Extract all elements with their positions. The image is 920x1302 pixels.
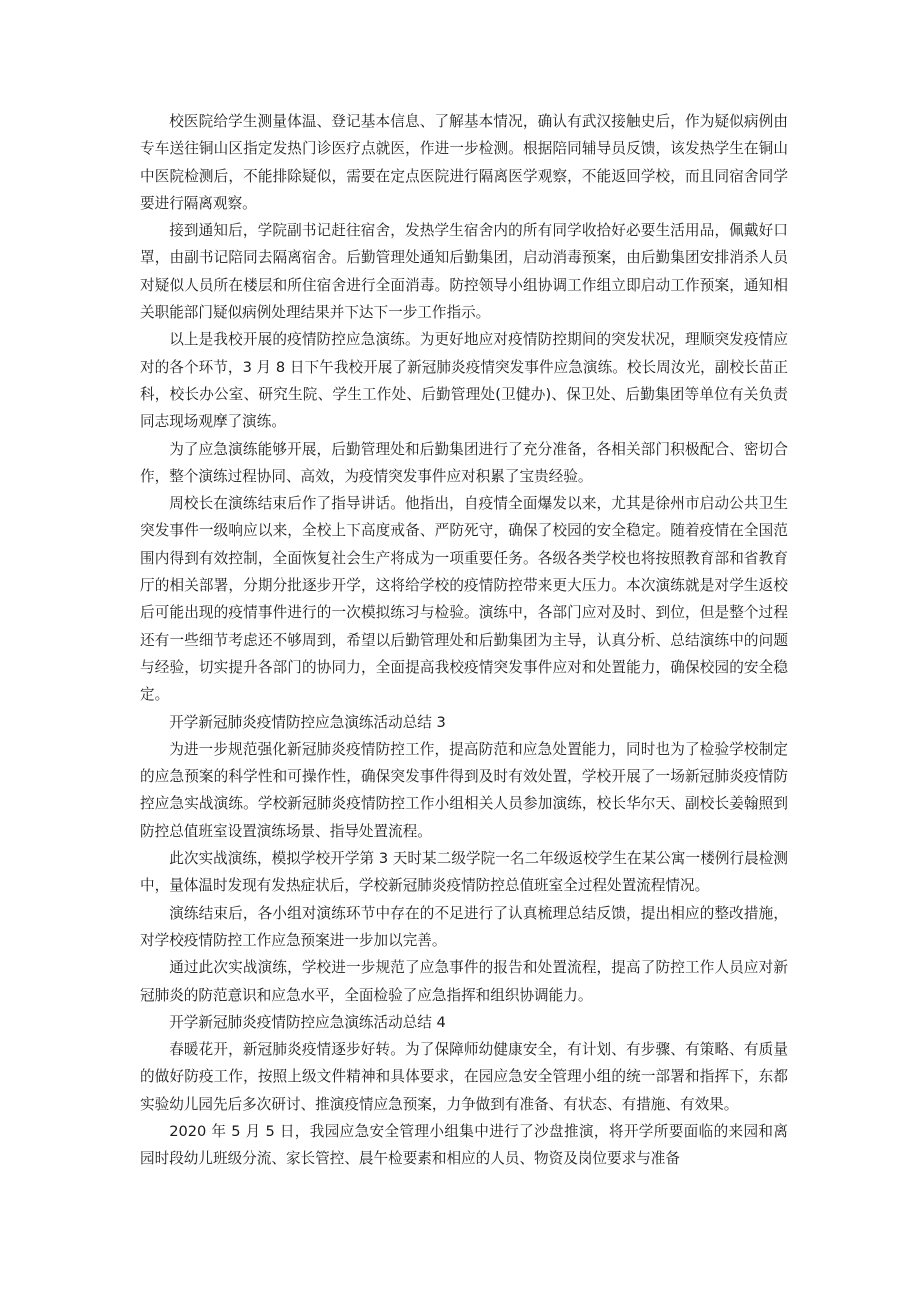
paragraph: 此次实战演练，模拟学校开学第 3 天时某二级学院一名二年级返校学生在某公寓一楼例行晨检测中，量体温时发现有发热症状后，学校新冠肺炎疫情防控总值班室全过程处置流程情况。	[140, 850, 788, 895]
paragraph: 演练结束后，各小组对演练环节中存在的不足进行了认真梳理总结反馈，提出相应的整改措施，对学校疫情防控工作应急预案进一步加以完善。	[140, 904, 788, 949]
section-heading-3: 开学新冠肺炎疫情防控应急演练活动总结 3	[169, 713, 446, 731]
paragraph: 通过此次实战演练，学校进一步规范了应急事件的报告和处置流程，提高了防控工作人员应对新冠肺炎的防范意识和应急水平，全面检验了应急指挥和组织协调能力。	[140, 959, 788, 1004]
paragraph: 以上是我校开展的疫情防控应急演练。为更好地应对疫情防控期间的突发状况，理顺突发疫情应对的各个环节，3 月 8 日下午我校开展了新冠肺炎疫情突发事件应急演练。校长周汝光，副校长苗正科，校长办公室、研究生院、学生工作处、后勤管理处(卫健办)、保卫处、后勤集团等单位有关负责同志现场观摩了演练。	[140, 331, 788, 431]
paragraph: 周校长在演练结束后作了指导讲话。他指出，自疫情全面爆发以来，尤其是徐州市启动公共卫生突发事件一级响应以来，全校上下高度戒备、严防死守，确保了校园的安全稳定。随着疫情在全国范围内得到有效控制，全面恢复社会生产将成为一项重要任务。各级各类学校也将按照教育部和省教育厅的相关部署，分期分批逐步开学，这将给学校的疫情防控带来更大压力。本次演练就是对学生返校后可能出现的疫情事件进行的一次模拟练习与检验。演练中，各部门应对及时、到位，但是整个过程还有一些细节考虑还不够周到，希望以后勤管理处和后勤集团为主导，认真分析、总结演练中的问题与经验，切实提升各部门的协同力，全面提高我校疫情突发事件应对和处置能力，确保校园的安全稳定。	[140, 495, 788, 704]
section-heading-4: 开学新冠肺炎疫情防控应急演练活动总结 4	[169, 1013, 446, 1031]
paragraph: 2020 年 5 月 5 日，我园应急安全管理小组集中进行了沙盘推演，将开学所要面临的来园和离园时段幼儿班级分流、家长管控、晨午检要素和相应的人员、物资及岗位要求与准备	[140, 1122, 788, 1168]
paragraph: 为了应急演练能够开展，后勤管理处和后勤集团进行了充分准备，各相关部门积极配合、密切合作，整个演练过程协同、高效，为疫情突发事件应对积累了宝贵经验。	[140, 440, 788, 485]
paragraph: 接到通知后，学院副书记赶往宿舍，发热学生宿舍内的所有同学收拾好必要生活用品，佩戴好口罩，由副书记陪同去隔离宿舍。后勤管理处通知后勤集团，启动消毒预案，由后勤集团安排消杀人员对疑似人员所在楼层和所住宿舍进行全面消毒。防控领导小组协调工作组立即启动工作预案，通知相关职能部门疑似病例处理结果并下达下一步工作指示。	[140, 222, 788, 322]
document-body	[140, 108, 788, 1173]
paragraph: 春暖花开，新冠肺炎疫情逐步好转。为了保障师幼健康安全，有计划、有步骤、有策略、有质量的做好防疫工作，按照上级文件精神和具体要求，在园应急安全管理小组的统一部署和指挥下，东都实验幼儿园先后多次研讨、推演疫情应急预案，力争做到有准备、有状态、有措施、有效果。	[140, 1041, 788, 1113]
paragraph: 为进一步规范强化新冠肺炎疫情防控工作，提高防范和应急处置能力，同时也为了检验学校制定的应急预案的科学性和可操作性，确保突发事件得到及时有效处置，学校开展了一场新冠肺炎疫情防控应急实战演练。学校新冠肺炎疫情防控工作小组相关人员参加演练，校长华尔天、副校长姜翰照到防控总值班室设置演练场景、指导处置流程。	[140, 740, 788, 840]
paragraph: 校医院给学生测量体温、登记基本信息、了解基本情况，确认有武汉接触史后，作为疑似病例由专车送往铜山区指定发热门诊医疗点就医，作进一步检测。根据陪同辅导员反馈，该发热学生在铜山中医院检测后，不能排除疑似，需要在定点医院进行隔离医学观察，不能返回学校，而且同宿舍同学要进行隔离观察。	[140, 113, 788, 212]
